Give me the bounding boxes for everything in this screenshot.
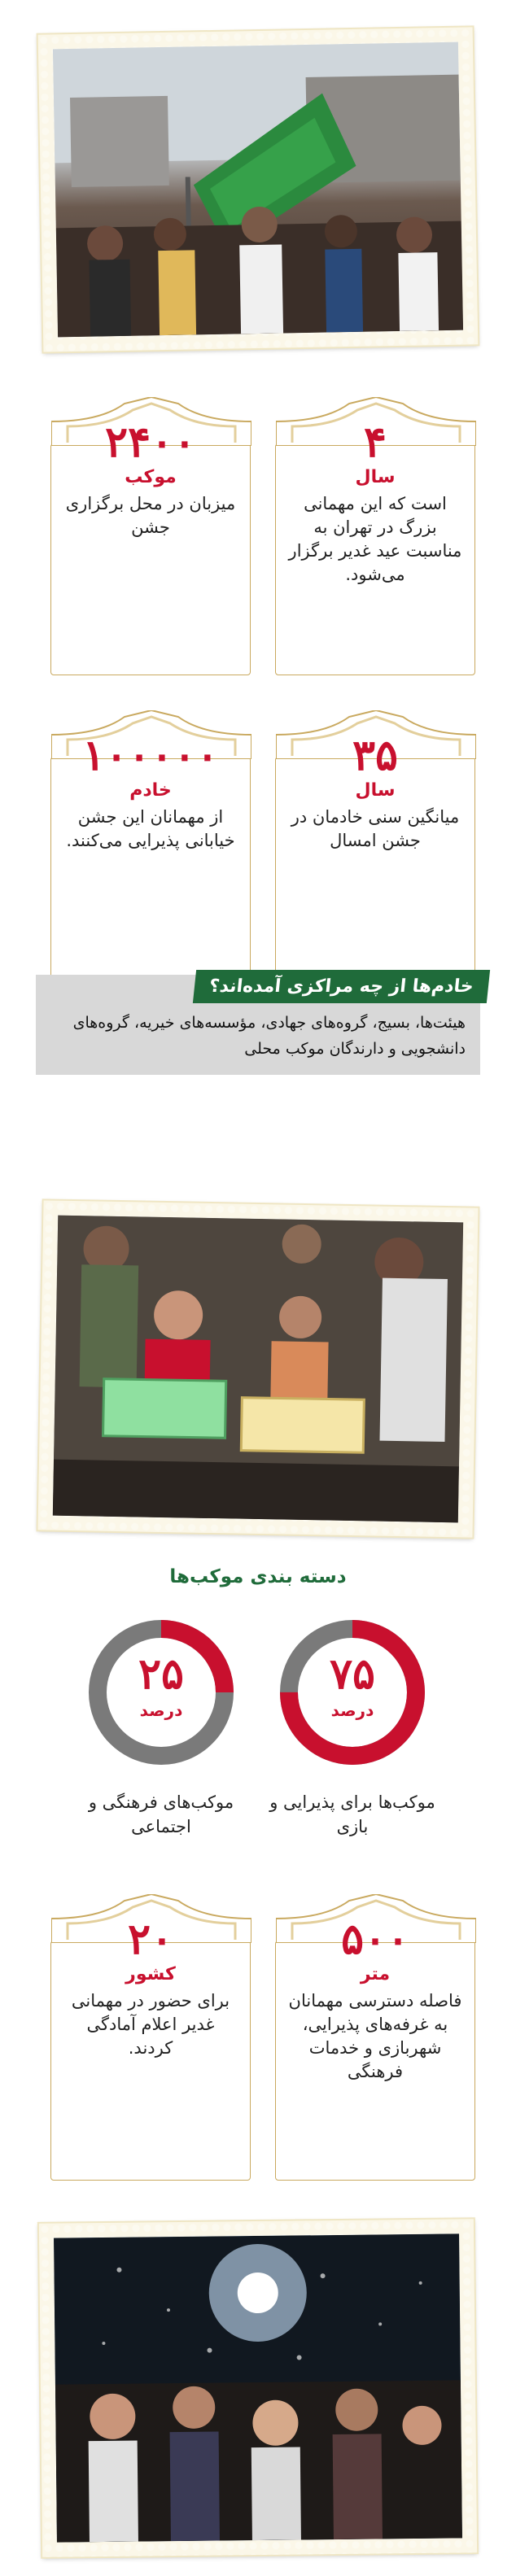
stat-card-mokebs <box>50 417 251 675</box>
stat-card-distance <box>275 1915 475 2181</box>
stat-card-age <box>275 731 475 985</box>
question-body: هیئت‌ها، بسیج، گروه‌های جهادی، مؤسسه‌های خیریه، گروه‌های دانشجویی و دارندگان موکب محلی <box>72 1014 466 1058</box>
stat-card-countries <box>50 1915 251 2181</box>
stat-description: میانگین سنی خادمان در جشن امسال <box>291 807 460 850</box>
photo-frame-children <box>38 1200 479 1537</box>
servants-origin-box <box>36 975 480 1075</box>
donut-number-25: ۲۵ <box>138 1649 184 1699</box>
donut-unit-25: درصد <box>139 1701 183 1720</box>
stat-description: برای حضور در مهمانی غدیر اعلام آمادگی کردند. <box>71 1991 230 2058</box>
question-title: خادم‌ها از چه مراکزی آمده‌اند؟ <box>193 970 490 1003</box>
stat-card-servants <box>50 731 251 985</box>
donut-label-25: موکب‌های فرهنگی و اجتماعی <box>88 1792 234 1836</box>
crowd-flag-photo <box>53 42 463 338</box>
stat-card-years <box>275 417 475 675</box>
stat-number: ۵۰۰ <box>341 1915 409 1964</box>
donut-label-75: موکب‌ها برای پذیرایی و بازی <box>269 1792 435 1836</box>
stat-unit: خادم <box>129 780 172 801</box>
stat-unit: سال <box>355 780 396 801</box>
stat-number: ۴ <box>364 417 387 467</box>
stat-description: از مهمانان این جشن خیابانی پذیرایی می‌کنند. <box>66 807 235 850</box>
photo-frame-crowd-flag <box>38 27 479 351</box>
donut-number-75: ۷۵ <box>330 1649 375 1699</box>
donut-unit-75: درصد <box>330 1701 374 1720</box>
stat-number: ۳۵ <box>352 731 398 780</box>
stat-unit: کشور <box>125 1964 176 1984</box>
stat-unit: موکب <box>125 467 177 487</box>
stat-number: ۲۰ <box>128 1915 173 1964</box>
stat-description: است که این مهمانی بزرگ در تهران به مناسبت عید غدیر برگزار می‌شود. <box>288 494 462 584</box>
night-celebration-photo <box>54 2233 462 2542</box>
stat-description: میزبان در محل برگزاری جشن <box>65 494 236 537</box>
children-serving-photo <box>53 1216 463 1523</box>
stat-unit: متر <box>360 1964 391 1984</box>
stat-unit: سال <box>355 467 396 487</box>
stat-number: ۱۰۰۰۰۰ <box>82 731 219 780</box>
stat-number: ۲۴۰۰ <box>105 417 196 467</box>
categories-title: دسته بندی موکب‌ها <box>169 1566 347 1587</box>
photo-frame-night-crowd <box>39 2219 477 2557</box>
stat-description: فاصله دسترسی مهمانان به غرفه‌های پذیرایی، شهربازی و خدمات فرهنگی <box>288 1991 462 2081</box>
